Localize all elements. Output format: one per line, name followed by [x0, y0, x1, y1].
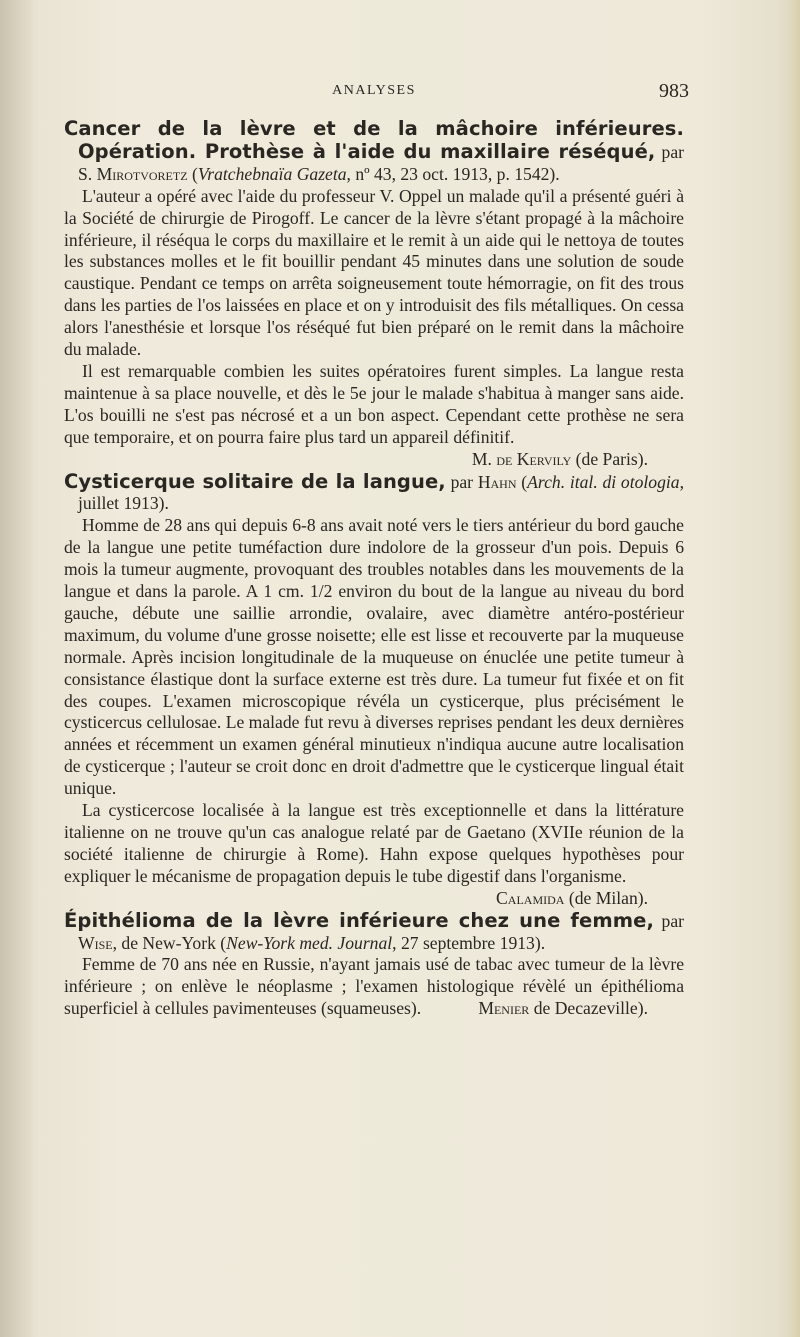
citation-rest: , 27 septembre 1913). [392, 932, 546, 953]
article-cysticerque [64, 471, 684, 910]
citation-rest: , juillet 1913). [78, 471, 684, 514]
paragraph [64, 954, 684, 1020]
paragraph: La cysticercose localisée à la langue est très exceptionnelle et dans la littérature italienne on ne trouve qu'un cas analogue relaté par de Gaetano (XVIIe réunion de la société italienne de chirurgie à Rome). Hahn expose quelques hypothèses pour expliquer le mécanisme de propagation depuis le tube digestif dans l'organisme. [64, 800, 684, 886]
reviewer-name: Calamida [496, 887, 565, 908]
paragraph-text: Femme de 70 ans née en Russie, n'ayant jamais usé de tabac avec tumeur de la lèvre inférieure ; on enlève le néoplasme ; l'examen histologique révèlé un épithélioma superficiel à cellules pavimenteuses (squameuses). [64, 954, 684, 1019]
page-edge [778, 0, 800, 1337]
citation-rest: , nº 43, 23 oct. 1913, p. 1542). [346, 163, 560, 184]
page-number: 983 [659, 80, 689, 102]
article-epithelioma [64, 910, 684, 1021]
reviewer-place: (de Milan). [564, 887, 648, 908]
article-title: Épithélioma de la lèvre inférieure chez une femme, [64, 908, 654, 932]
citation-open: ( [516, 471, 528, 492]
reviewer-name: de Kervily [496, 448, 572, 469]
citation-open: , de New-York ( [112, 932, 227, 953]
reviewer-place: de Decazeville). [529, 998, 648, 1019]
article-heading [64, 471, 684, 516]
reviewer-signature [64, 449, 684, 471]
article-author: S. Mirotvoretz [78, 163, 188, 184]
reviewer-name: Menier [478, 998, 530, 1019]
article-heading [64, 118, 684, 186]
article-author: Wise [78, 932, 113, 953]
article-cancer-levre [64, 118, 684, 471]
by-word: par [654, 910, 684, 931]
signature-prefix: M. [471, 448, 497, 469]
article-title: Cancer de la lèvre et de la mâchoire inférieures. Opération. Prothèse à l'aide du maxillaire réséqué, [64, 117, 684, 163]
reviewer-signature [64, 888, 684, 910]
article-title: Cysticerque solitaire de la langue, [64, 469, 446, 493]
reviewer-place: (de Paris). [571, 448, 648, 469]
journal-name: New-York med. Journal [226, 932, 393, 953]
running-head [64, 80, 689, 104]
paragraph: Homme de 28 ans qui depuis 6-8 ans avait noté vers le tiers antérieur du bord gauche de la langue une petite tuméfaction dure indolore de la grosseur d'un pois. Depuis 6 mois la tumeur augmente, provoquant des troubles notables dans les mouvements de la langue et dans la parole. A 1 cm. 1/2 environ du bout de la langue au niveau du bord gauche, débute une saillie arrondie, ovalaire, avec diamètre antéro-postérieur maximum, du volume d'une grosse noisette; elle est lisse et recouverte par la muqueuse normale. Après incision longitudinale de la muqueuse on énuclée une petite tumeur à consistance élastique dont la surface externe est très dure. La tumeur fut fixée et on fit des coupes. L'examen microscopique révéla un cysticerque, plus précisément le cysticercus cellulosae. Le malade fut revu à diverses reprises pendant les deux dernières années et récemment un examen général minutieux n'indiqua aucune autre localisation de cysticerque ; l'auteur se croit donc en droit d'admettre que le cysticerque lingual était unique. [64, 515, 684, 799]
paragraph: L'auteur a opéré avec l'aide du professeur V. Oppel un malade qu'il a présenté guéri à la Société de chirurgie de Pirogoff. Le cancer de la lèvre s'étant propagé à la mâchoire inférieure, il réséqua le corps du maxillaire et le remit à un aide qui le nettoya de toutes les substances molles et le fit bouillir pendant 45 minutes dans une solution de soude caustique. Pendant ce temps on arrêta soigneusement toute hémorragie, on fit des trous dans les parties de l'os laissées en place et on y introduisit des fils métalliques. On cessa alors l'anesthésie et lorsque l'os réséqué fut bien préparé on le remit dans la mâchoire du malade. [64, 185, 684, 360]
by-word: par [655, 141, 684, 162]
article-heading [64, 910, 684, 955]
reviewer-signature [460, 998, 684, 1020]
by-word: par [445, 471, 478, 492]
article-column [64, 118, 684, 1020]
running-title: ANALYSES [332, 83, 416, 98]
citation-open: ( [187, 163, 198, 184]
article-author: Hahn [477, 471, 517, 492]
paragraph: Il est remarquable combien les suites opératoires furent simples. La langue resta maintenue à sa place nouvelle, et dès le 5e jour le malade s'habitua à manger sans aide. L'os bouilli ne s'est pas nécrosé et a un bon aspect. Cependant cette prothèse ne sera que temporaire, et on pourra faire plus tard un appareil définitif. [64, 360, 684, 447]
journal-name: Vratchebnaïa Gazeta [197, 163, 347, 184]
journal-name: Arch. ital. di otologia [527, 471, 680, 492]
binding-shadow [0, 0, 34, 1337]
